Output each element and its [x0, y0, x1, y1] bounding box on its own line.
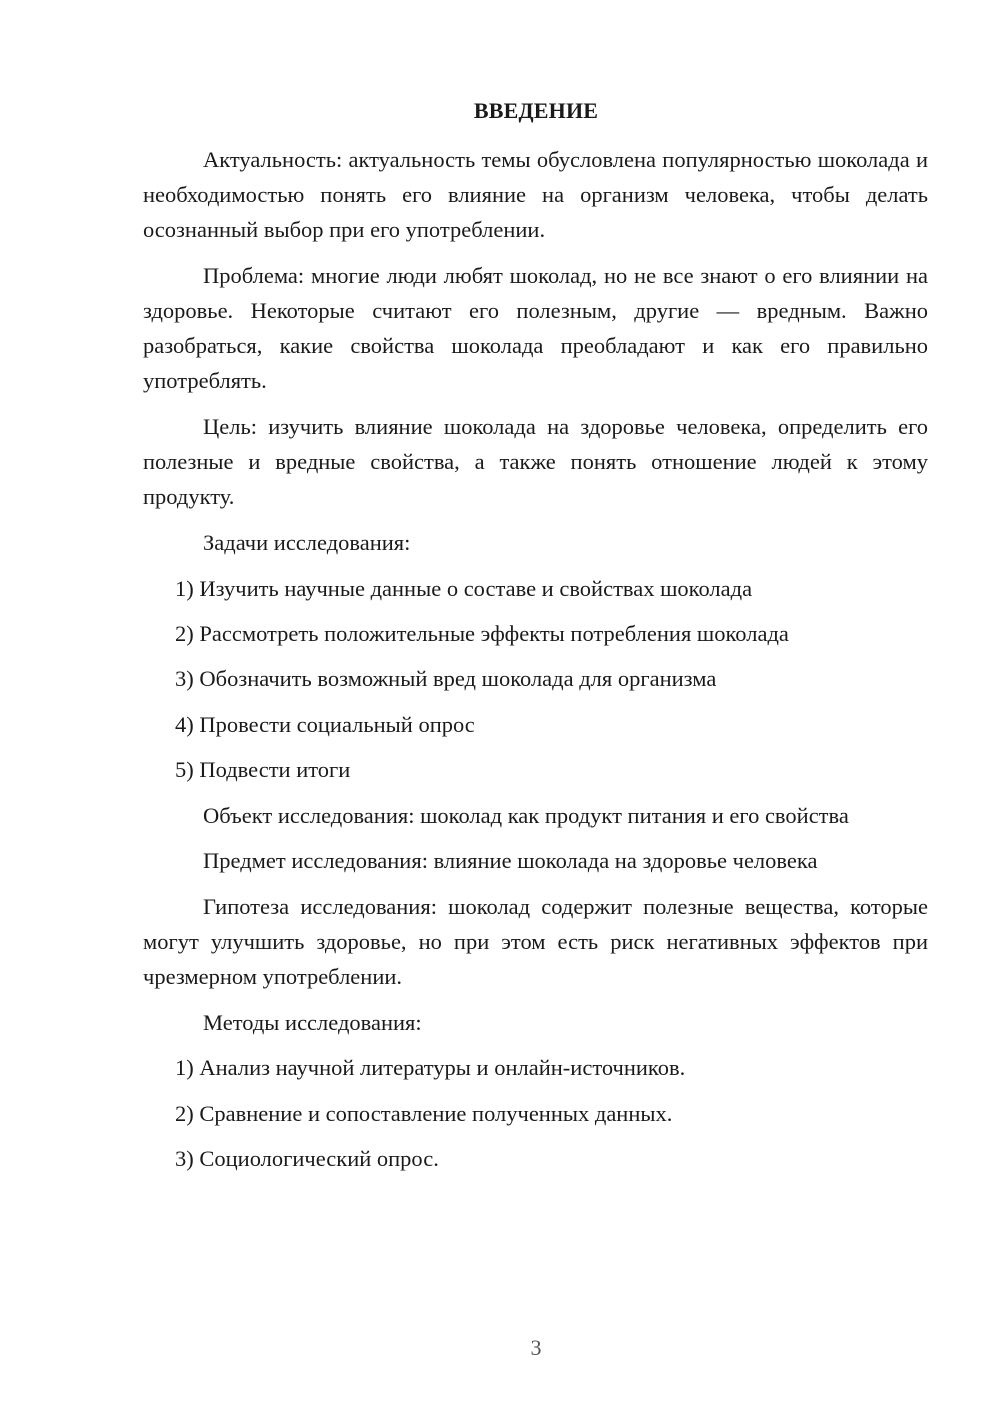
- task-item-3: 3) Обозначить возможный вред шоколада для организма: [175, 666, 717, 691]
- page-number: 3: [530, 1335, 542, 1360]
- tasks-heading: Задачи исследования:: [203, 530, 411, 555]
- task-item-1: 1) Изучить научные данные о составе и свойствах шоколада: [175, 576, 753, 601]
- hypothesis-text: Гипотеза исследования: шоколад содержит полезные вещества, которые могут улучшить здоровье, но при этом есть риск негативных эффектов при чрезмерном употреблении.: [143, 894, 928, 989]
- object-line: Объект исследования: шоколад как продукт питания и его свойства: [203, 803, 849, 828]
- method-item-1: 1) Анализ научной литературы и онлайн-источников.: [175, 1055, 686, 1080]
- task-item-2: 2) Рассмотреть положительные эффекты потребления шоколада: [175, 621, 789, 646]
- goal-text: Цель: изучить влияние шоколада на здоровье человека, определить его полезные и вредные свойства, а также понять отношение людей к этому продукту.: [143, 414, 928, 509]
- actuality-text: Актуальность: актуальность темы обусловлена популярностью шоколада и необходимостью понять его влияние на организм человека, чтобы делать осознанный выбор при его употреблении.: [143, 147, 928, 242]
- method-item-2: 2) Сравнение и сопоставление полученных данных.: [175, 1101, 673, 1126]
- subject-line: Предмет исследования: влияние шоколада на здоровье человека: [203, 848, 818, 873]
- problem-text: Проблема: многие люди любят шоколад, но не все знают о его влиянии на здоровье. Некоторые считают его полезным, другие — вредным. Важно разобраться, какие свойства шоколада преобладают и как его правильно употреблять.: [143, 263, 928, 393]
- goal-paragraph: [143, 409, 928, 514]
- section-title: ВВЕДЕНИЕ: [473, 98, 599, 123]
- actuality-paragraph: [143, 142, 928, 247]
- task-item-4: 4) Провести социальный опрос: [175, 712, 475, 737]
- hypothesis-paragraph: [143, 889, 928, 994]
- method-item-3: 3) Социологический опрос.: [175, 1146, 439, 1171]
- methods-heading: Методы исследования:: [203, 1010, 422, 1035]
- task-item-5: 5) Подвести итоги: [175, 757, 351, 782]
- problem-paragraph: [143, 258, 928, 398]
